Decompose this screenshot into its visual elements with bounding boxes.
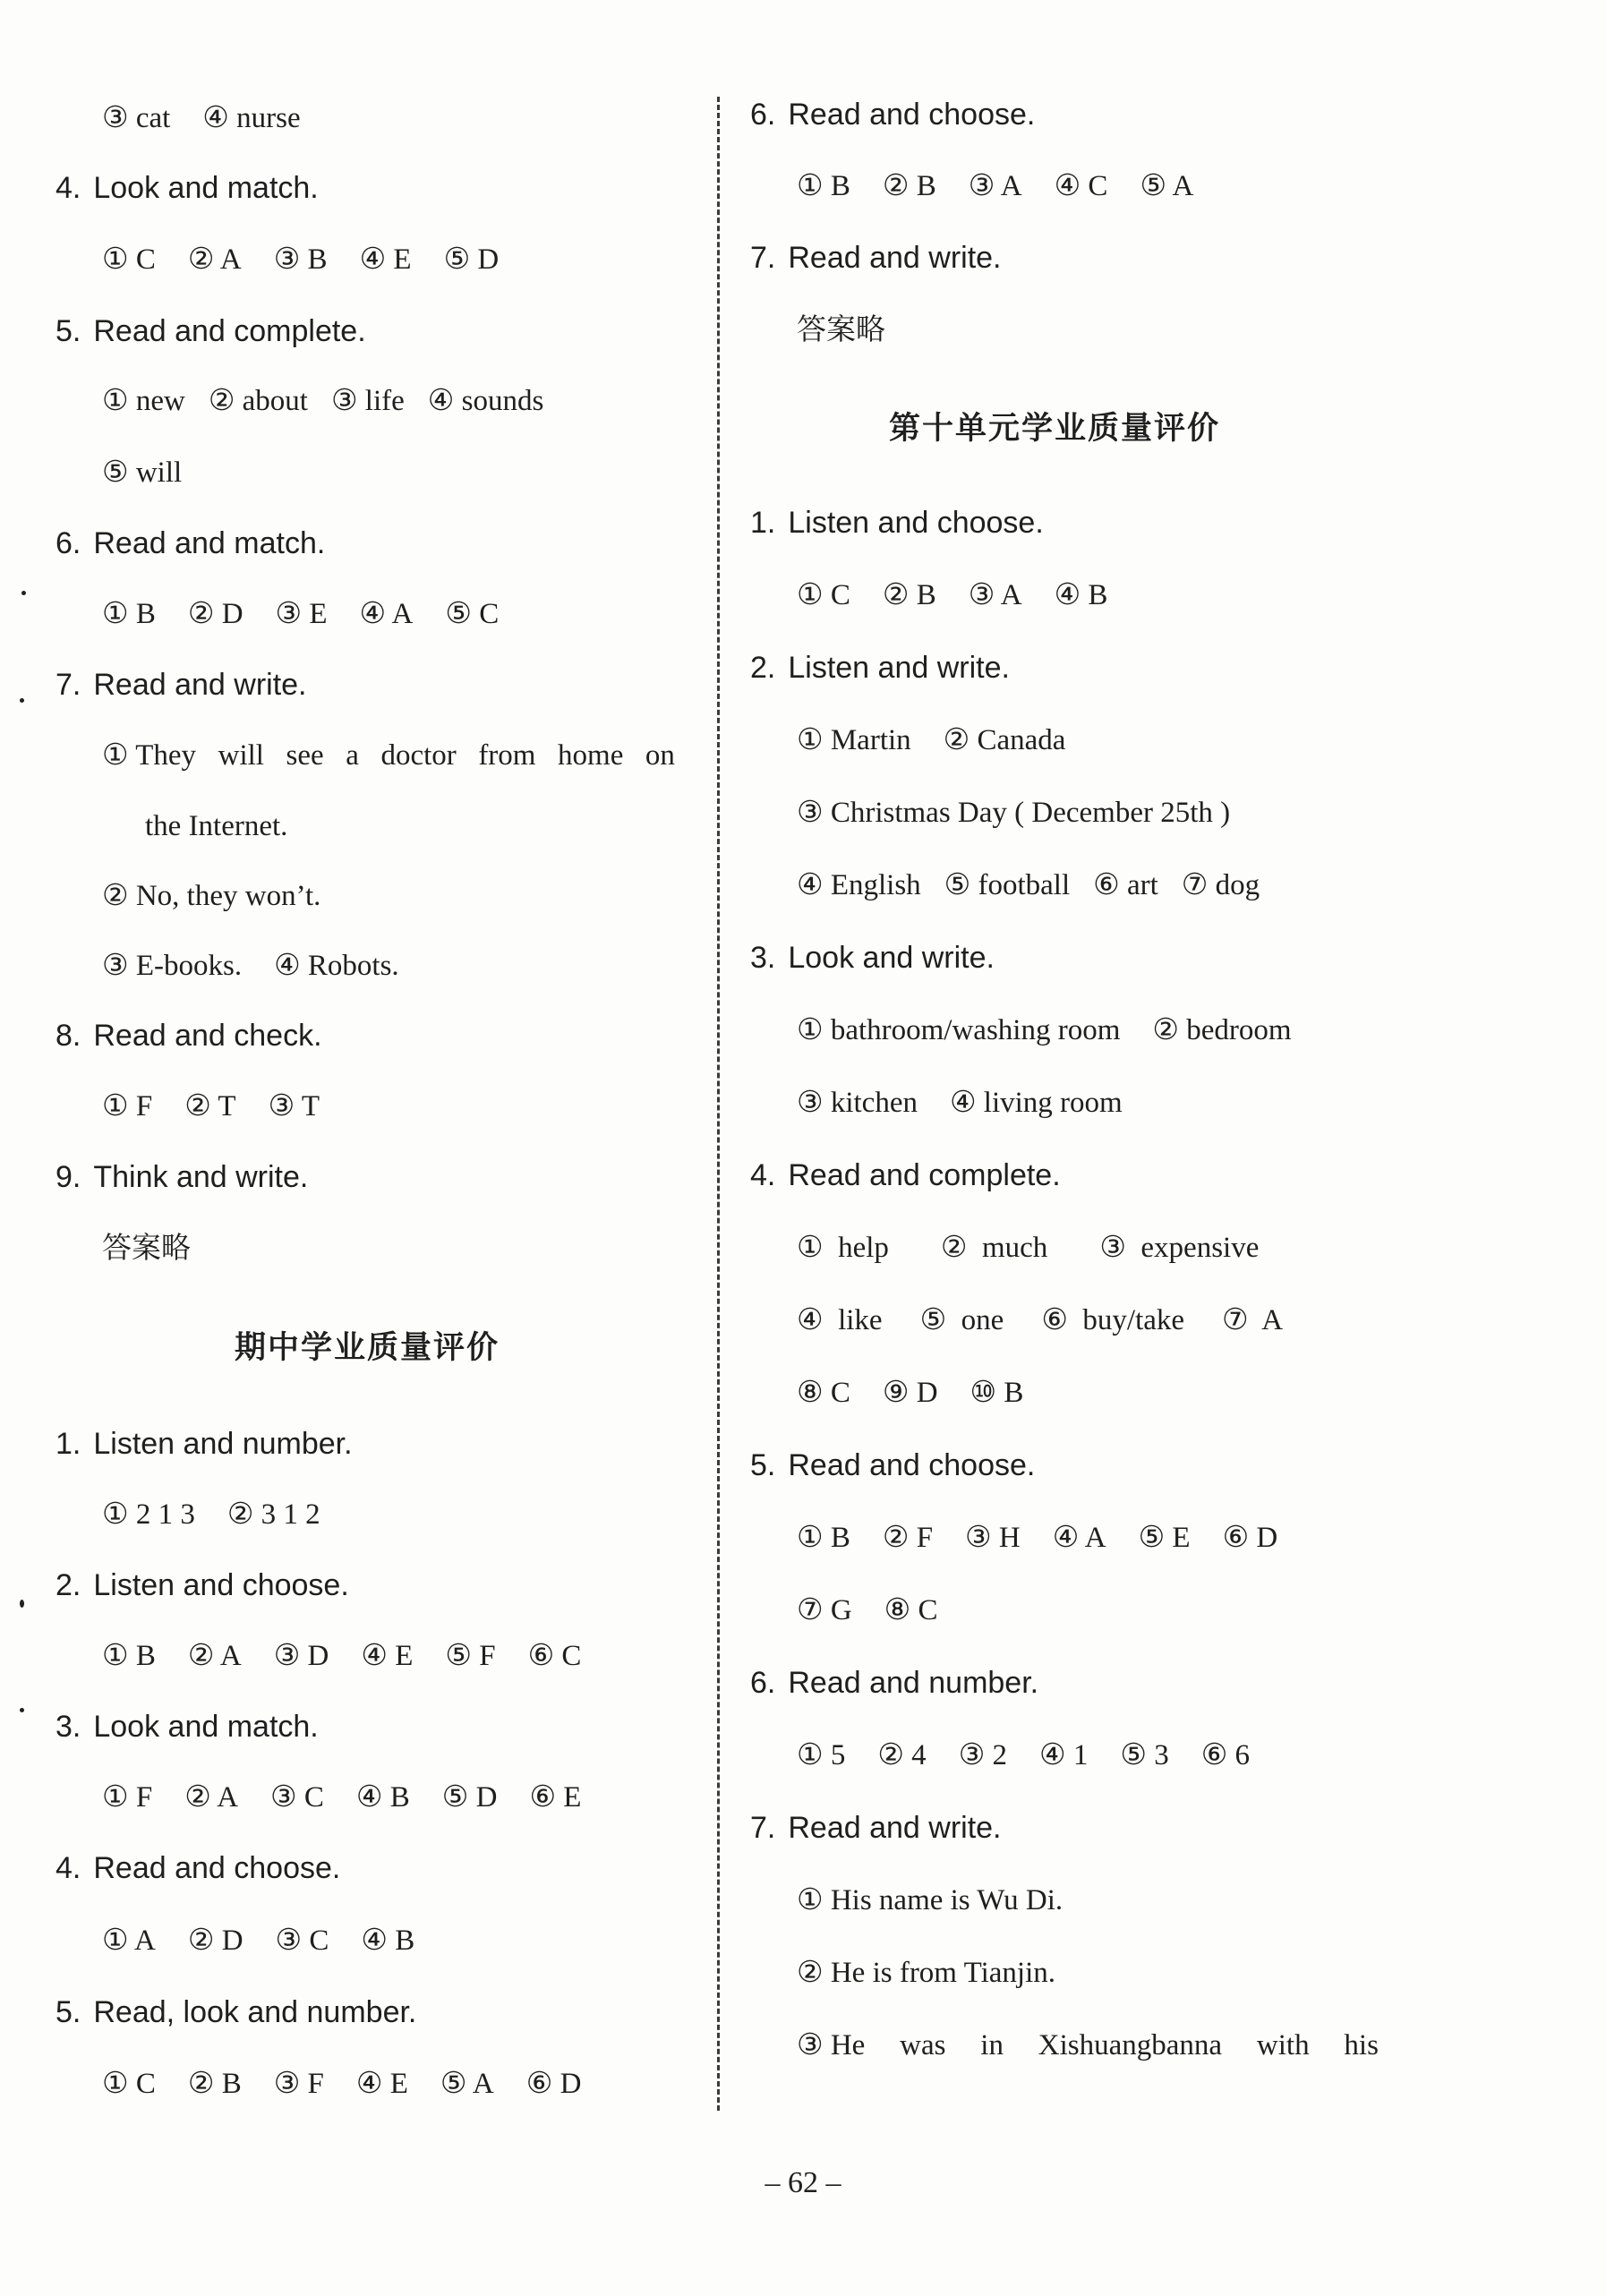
answer-item: ② T — [184, 1090, 236, 1122]
answer-item: ⑦ G — [797, 1594, 852, 1626]
answer-item: ⑥ D — [525, 2068, 582, 2100]
question-number: 4. — [750, 1158, 776, 1192]
answer-line — [797, 1737, 1282, 1773]
answer-item: ① C — [797, 579, 850, 611]
answer-line: ③ Christmas Day ( December 25th ) — [797, 797, 1231, 829]
answer-item: ① F — [102, 1781, 153, 1814]
answer-line — [797, 2027, 1379, 2063]
question-number: 1. — [750, 506, 776, 540]
question-number: 4. — [56, 1851, 81, 1885]
question-text: Read and number. — [788, 1666, 1039, 1700]
answer-item: from — [478, 739, 536, 772]
question-text: Read and complete. — [788, 1158, 1061, 1192]
answer-item: ⑨ D — [882, 1377, 938, 1409]
answer-item: ③ B — [273, 243, 328, 276]
question-number: 5. — [56, 1995, 81, 2029]
answer-item: ④ E — [359, 243, 412, 276]
question-number: 6. — [56, 526, 81, 560]
answer-item: ② about — [208, 385, 308, 417]
scan-mark — [20, 1708, 24, 1712]
answer-line — [102, 1638, 613, 1674]
answer-line — [102, 100, 333, 136]
answer-line — [102, 1780, 613, 1815]
question-number: 2. — [56, 1568, 81, 1602]
answer-item: ① 2 1 3 — [102, 1498, 195, 1531]
question-number: 5. — [56, 314, 81, 348]
answer-item: ③ life — [330, 385, 405, 417]
question-number: 4. — [56, 171, 81, 205]
answer-line — [102, 1923, 447, 1959]
answer-item: ⑤ football — [944, 869, 1071, 901]
answer-item: ② bedroom — [1152, 1014, 1292, 1046]
question-number: 5. — [750, 1448, 776, 1482]
answer-line — [797, 1012, 1324, 1048]
answer-item: ⑤ one — [919, 1304, 1004, 1336]
page-number: – 62 – — [765, 2166, 841, 2199]
scan-mark — [20, 1600, 24, 1608]
answer-line: ① His name is Wu Di. — [797, 1884, 1064, 1916]
answer-line: 答案略 — [102, 1230, 191, 1265]
question-8 — [56, 1018, 322, 1054]
answer-item: will — [218, 739, 264, 772]
question-text: Look and match. — [93, 1710, 319, 1744]
answer-item: ① A — [102, 1925, 156, 1957]
question-text: Read, look and number. — [93, 1995, 417, 2029]
answer-line — [797, 1520, 1310, 1556]
question-number: 2. — [750, 651, 776, 685]
answer-item: a — [346, 739, 359, 772]
question-text: Read and match. — [93, 526, 326, 560]
answer-item: ④ sounds — [427, 385, 544, 417]
answer-item: doctor — [380, 739, 457, 772]
answer-item: ③ C — [270, 1781, 324, 1814]
answer-item: ⑤ D — [443, 243, 500, 276]
answer-item: ⑥ E — [529, 1781, 582, 1814]
question-text: Look and write. — [788, 941, 995, 975]
answer-item: ② D — [187, 1925, 243, 1957]
answer-item: ⑤ A — [440, 2068, 494, 2100]
answer-item: ③ E-books. — [102, 950, 243, 982]
answer-line — [102, 455, 214, 491]
question-1 — [750, 505, 1044, 541]
question-5 — [750, 1447, 1035, 1483]
answer-line: the Internet. — [145, 810, 288, 842]
answer-item: ③ H — [965, 1522, 1021, 1554]
answer-item: ① Martin — [797, 724, 911, 756]
question-4 — [56, 1850, 340, 1886]
answer-item: ① 5 — [797, 1739, 846, 1771]
answer-item: ⑥ C — [527, 1640, 582, 1672]
answer-item: in — [980, 2029, 1004, 2061]
answer-item: ① B — [102, 598, 156, 630]
answer-line: ② No, they won’t. — [102, 880, 321, 912]
answer-item: ② A — [184, 1781, 239, 1814]
answer-line — [797, 1375, 1055, 1411]
question-number: 9. — [56, 1160, 81, 1194]
scan-mark — [20, 698, 24, 703]
question-1 — [56, 1426, 353, 1462]
answer-line — [102, 2066, 613, 2102]
answer-line — [102, 596, 531, 632]
answer-item: ③ kitchen — [797, 1087, 918, 1119]
question-number: 6. — [750, 98, 776, 132]
answer-item: ⑤ A — [1140, 170, 1194, 202]
answer-item: ④ A — [1052, 1522, 1106, 1554]
question-6 — [750, 97, 1035, 132]
answer-item: ③ C — [275, 1925, 329, 1957]
answer-item: ⑤ E — [1138, 1522, 1191, 1554]
question-text: Read and complete. — [93, 314, 366, 348]
answer-line: ② He is from Tianjin. — [797, 1957, 1056, 1989]
answer-item: ③ A — [968, 579, 1022, 611]
answer-item: ② A — [187, 1640, 242, 1672]
question-text: Look and match. — [93, 171, 319, 205]
question-text: Listen and write. — [788, 651, 1010, 685]
answer-item: ① C — [102, 2068, 156, 2100]
answer-item: ① F — [102, 1090, 153, 1122]
answer-item: ④ C — [1054, 170, 1108, 202]
answer-line — [102, 948, 431, 984]
answer-item: home — [558, 739, 624, 772]
question-4 — [750, 1157, 1061, 1193]
answer-item: ③ A — [968, 170, 1022, 202]
answer-item: ⑥ buy/take — [1041, 1304, 1185, 1336]
question-text: Listen and number. — [93, 1427, 353, 1461]
answer-item: ⑤ F — [445, 1640, 496, 1672]
answer-item: ② 3 1 2 — [226, 1498, 320, 1531]
answer-item: Xishuangbanna — [1038, 2029, 1223, 2061]
answer-line — [102, 242, 531, 277]
answer-item: ④ nurse — [202, 102, 301, 134]
answer-item: ④ Robots. — [274, 950, 399, 982]
answer-item: ④ E — [361, 1640, 414, 1672]
answer-item: ① help — [797, 1232, 889, 1264]
answer-item: ⑤ D — [441, 1781, 498, 1814]
answer-line — [797, 867, 1283, 903]
question-2 — [750, 650, 1010, 686]
question-9 — [56, 1159, 308, 1195]
answer-item: ⑥ art — [1093, 869, 1158, 901]
answer-item: ② F — [882, 1522, 934, 1554]
question-text: Read and write. — [93, 668, 307, 702]
answer-line: 答案略 — [797, 312, 885, 346]
column-divider — [717, 97, 720, 2111]
answer-item: ② much — [940, 1232, 1048, 1264]
question-text: Think and write. — [93, 1160, 309, 1194]
question-2 — [56, 1567, 349, 1603]
answer-item: ④ B — [361, 1925, 415, 1957]
answer-item: ⑩ B — [970, 1377, 1024, 1409]
answer-item: see — [286, 739, 324, 772]
question-number: 7. — [750, 1811, 776, 1845]
question-number: 8. — [56, 1019, 81, 1053]
question-7 — [750, 240, 1002, 276]
answer-line — [797, 1302, 1315, 1338]
answer-item: ⑤ will — [102, 457, 183, 489]
answer-item: ⑧ C — [797, 1377, 850, 1409]
answer-item: ⑥ D — [1222, 1522, 1278, 1554]
question-text: Read and check. — [93, 1019, 322, 1053]
answer-item: ⑥ 6 — [1200, 1739, 1251, 1771]
question-5 — [56, 313, 366, 349]
answer-item: on — [645, 739, 675, 772]
answer-item: ① bathroom/washing room — [797, 1014, 1121, 1046]
answer-item: ③ T — [268, 1090, 320, 1122]
question-5 — [56, 1994, 416, 2030]
answer-item: ③ 2 — [958, 1739, 1008, 1771]
answer-item: ③ expensive — [1099, 1232, 1260, 1264]
answer-line — [797, 1085, 1155, 1121]
question-number: 1. — [56, 1427, 81, 1461]
question-7 — [750, 1810, 1002, 1846]
answer-item: ③ E — [275, 598, 328, 630]
answer-item: ① B — [797, 170, 850, 202]
answer-item: was — [900, 2029, 946, 2061]
section-heading: 期中学业质量评价 — [235, 1330, 500, 1366]
answer-item: ② B — [187, 2068, 242, 2100]
answer-item: ④ like — [797, 1304, 883, 1336]
answer-item: ② A — [187, 243, 242, 276]
answer-line — [102, 1497, 353, 1532]
question-number: 3. — [56, 1710, 81, 1744]
answer-item: ③ He — [797, 2029, 866, 2061]
answer-item: ④ E — [355, 2068, 408, 2100]
section-heading: 第十单元学业质量评价 — [889, 411, 1221, 447]
answer-item: ① new — [102, 385, 185, 417]
answer-item: ④ 1 — [1039, 1739, 1089, 1771]
answer-item: ② D — [187, 598, 243, 630]
answer-line — [797, 577, 1140, 613]
answer-item: ① C — [102, 243, 156, 276]
answer-item: ④ B — [1054, 579, 1108, 611]
answer-line — [797, 168, 1226, 204]
answer-item: ⑦ dog — [1181, 869, 1260, 901]
answer-item: ③ D — [273, 1640, 329, 1672]
answer-item: ④ B — [355, 1781, 410, 1814]
answer-item: with — [1256, 2029, 1310, 2061]
answer-item: ① B — [797, 1522, 850, 1554]
answer-item: ④ English — [797, 869, 921, 901]
answer-line — [102, 1088, 352, 1124]
answer-line — [797, 722, 1098, 758]
answer-item: ⑦ A — [1222, 1304, 1284, 1336]
question-text: Listen and choose. — [788, 506, 1044, 540]
answer-item: ④ living room — [949, 1087, 1123, 1119]
answer-item: ⑧ C — [884, 1594, 938, 1626]
answer-line — [102, 383, 567, 419]
question-number: 3. — [750, 941, 776, 975]
answer-item: ③ cat — [102, 102, 171, 134]
question-number: 7. — [750, 241, 776, 275]
answer-item: his — [1344, 2029, 1379, 2061]
answer-item: ⑤ C — [445, 598, 500, 630]
question-4 — [56, 170, 319, 206]
question-text: Listen and choose. — [93, 1568, 349, 1602]
question-text: Read and choose. — [788, 1448, 1036, 1482]
question-text: Read and choose. — [93, 1851, 341, 1885]
question-number: 6. — [750, 1666, 776, 1700]
answer-item: ② B — [882, 579, 936, 611]
question-text: Read and write. — [788, 241, 1002, 275]
answer-line — [797, 1230, 1291, 1266]
answer-item: ⑤ 3 — [1120, 1739, 1169, 1771]
question-6 — [56, 525, 325, 561]
question-text: Read and choose. — [788, 98, 1036, 132]
answer-item: ② Canada — [943, 724, 1066, 756]
question-3 — [750, 940, 995, 976]
answer-item: ③ F — [273, 2068, 324, 2100]
answer-line — [797, 1592, 970, 1628]
question-7 — [56, 667, 307, 703]
answer-item: ① They — [102, 739, 197, 772]
answer-item: ① B — [102, 1640, 156, 1672]
question-number: 7. — [56, 668, 81, 702]
answer-item: ② 4 — [877, 1739, 927, 1771]
answer-item: ④ A — [359, 598, 414, 630]
question-text: Read and write. — [788, 1811, 1002, 1845]
answer-item: ② B — [882, 170, 936, 202]
question-3 — [56, 1709, 319, 1745]
answer-line — [102, 738, 675, 773]
scan-mark — [21, 591, 26, 595]
question-6 — [750, 1665, 1038, 1701]
